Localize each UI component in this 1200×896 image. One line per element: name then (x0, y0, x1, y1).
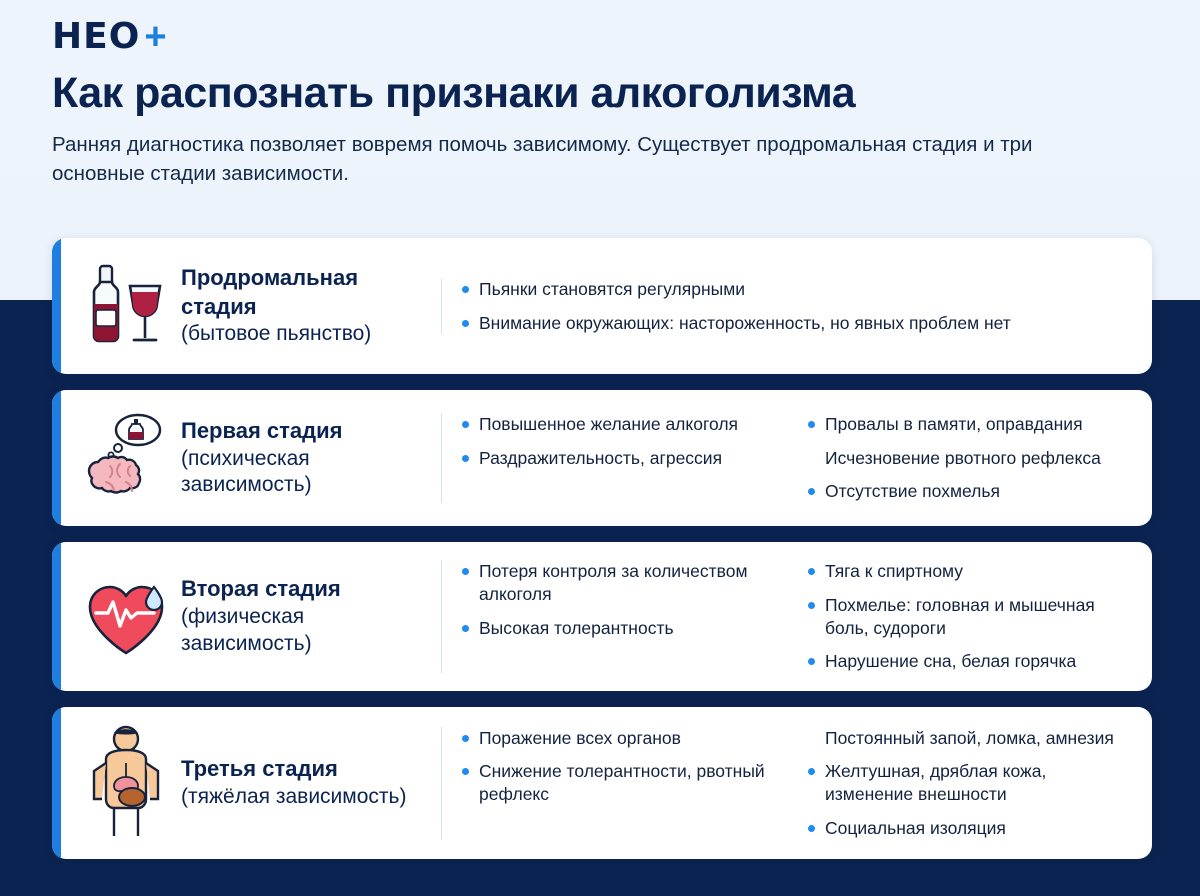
stage-symptom-columns (441, 278, 1134, 335)
symptom-item: Провалы в памяти, оправдания (806, 413, 1134, 436)
symptom-column (460, 560, 788, 673)
stage-card-first (52, 390, 1152, 526)
symptom-item: Повышенное желание алкоголя (460, 413, 788, 436)
human-body-organs-icon (71, 723, 181, 843)
stage-card-prodromal (52, 238, 1152, 374)
stage-title: Первая стадия (181, 417, 343, 443)
symptom-item: Социальная изоляция (806, 817, 1134, 840)
stage-card-second (52, 542, 1152, 691)
symptom-item: Пьянки становятся регулярными (460, 278, 1134, 301)
symptom-item: Желтушная, дряблая кожа, изменение внешности (806, 760, 1134, 806)
page-subtitle: Ранняя диагностика позволяет вовремя помочь зависимому. Существует продромальная стадия и три основные стадии зависимости. (52, 133, 1033, 185)
brand-logo (52, 16, 167, 57)
card-accent-bar (52, 390, 61, 526)
heart-with-pulse-icon (71, 569, 181, 665)
stage-card-third (52, 707, 1152, 859)
page-header (52, 70, 1162, 189)
stage-title-block (181, 264, 441, 349)
symptom-item: Тяга к спиртному (806, 560, 1134, 583)
symptom-item: Внимание окружающих: настороженность, но явных проблем нет (460, 312, 1134, 335)
symptom-item: Раздражительность, агрессия (460, 447, 788, 470)
symptom-column (806, 560, 1134, 673)
symptom-item: Поражение всех органов (460, 727, 788, 750)
stage-symptom-columns (441, 727, 1134, 840)
stage-subtitle: (бытовое пьянство) (181, 322, 372, 346)
symptom-item: Снижение толерантности, рвотный рефлекс (460, 760, 788, 806)
symptom-item: Нарушение сна, белая горячка (806, 650, 1134, 673)
stage-title-block (181, 755, 441, 811)
stage-title-block (181, 575, 441, 658)
stage-subtitle: (физическая зависимость) (181, 605, 312, 655)
stage-symptom-columns (441, 413, 1134, 503)
card-accent-bar (52, 238, 61, 374)
symptom-item: Отсутствие похмелья (806, 480, 1134, 503)
card-accent-bar (52, 707, 61, 859)
symptom-column (460, 413, 788, 503)
stage-title-block (181, 417, 441, 500)
brand-plus-icon: + (144, 15, 167, 58)
symptom-item: Похмелье: головная и мышечная боль, судороги (806, 594, 1134, 640)
stage-subtitle: (психическая зависимость) (181, 446, 312, 497)
symptom-column (806, 413, 1134, 503)
symptom-item: Постоянный запой, ломка, амнезия (825, 727, 1114, 748)
stage-symptom-columns (441, 560, 1134, 673)
symptom-item: Высокая толерантность (460, 617, 788, 640)
stage-subtitle: (тяжёлая зависимость) (181, 785, 407, 808)
stage-title: Третья стадия (181, 756, 338, 782)
symptom-column (460, 278, 1134, 335)
brand-name: HEO (52, 16, 141, 57)
page-title: Как распознать признаки алкоголизма (52, 69, 856, 117)
stage-title: Вторая стадия (181, 576, 341, 602)
symptom-item: Исчезновение рвотного рефлекса (825, 447, 1101, 468)
stages-list (52, 238, 1152, 875)
symptom-column (806, 727, 1134, 840)
card-accent-bar (52, 542, 61, 691)
stage-title: Продромальная стадия (181, 264, 359, 319)
wine-bottle-and-glass-icon (71, 258, 181, 354)
symptom-item: Потеря контроля за количеством алкоголя (460, 560, 788, 606)
brain-with-thought-bubble-icon (71, 408, 181, 508)
symptom-column (460, 727, 788, 840)
